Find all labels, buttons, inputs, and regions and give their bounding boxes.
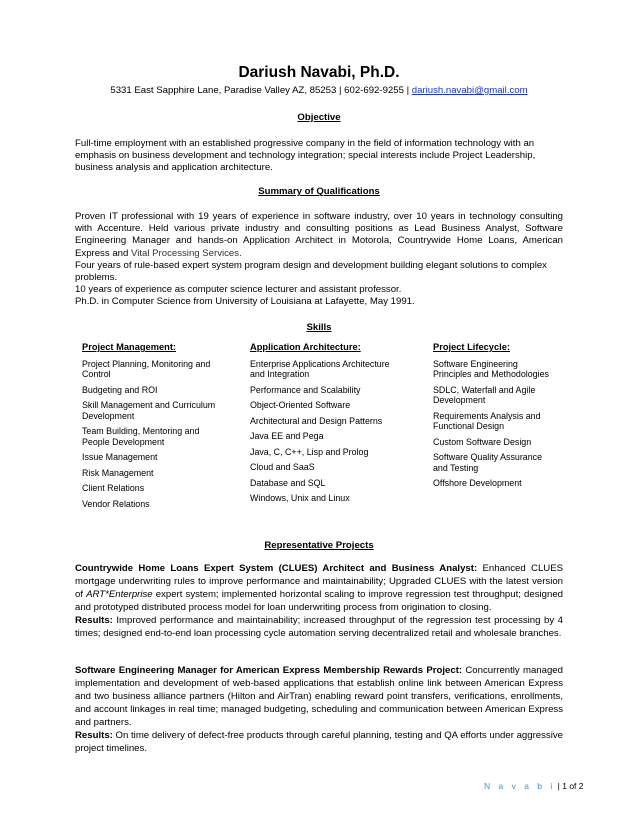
results-text: Improved performance and maintainability; increased throughput of the regression test processing by 4 times; designed end-to-end loan processing cycle automation serving decentralized retail and wholesale branches. [75, 615, 563, 639]
skill-item: Software Quality Assurance and Testing [433, 452, 543, 473]
summary-paragraph-1 [75, 211, 563, 260]
page-footer [484, 781, 584, 791]
skill-item: Skill Management and Curriculum Development [82, 400, 216, 421]
summary-paragraph-2: Four years of rule-based expert system program design and development building elegant solutions to complex problems. [75, 259, 547, 284]
skill-item: Performance and Scalability [250, 384, 361, 395]
skill-item: Requirements Analysis and Functional Design [433, 410, 541, 431]
summary-text [75, 211, 563, 309]
project-amex-results [75, 729, 563, 755]
summary-p1-main: Proven IT professional with 19 years of experience in software industry, over 10 years in technology consulting with Accenture. Held various private industry and consulting positions as Lead Business Analyst, Software Engineering Manager and hands-on Application Architect in Motorola, Countrywide Home Loans, American Express and [75, 211, 563, 259]
results-text: On time delivery of defect-free products through careful planning, testing and QA efforts under aggressive project timelines. [75, 730, 563, 754]
skill-item: Risk Management [82, 467, 154, 478]
project-countrywide-description [75, 562, 563, 614]
footer-separator: | [555, 781, 563, 791]
email-link[interactable]: dariush.navabi@gmail.com [411, 85, 528, 96]
skill-item: Client Relations [82, 483, 145, 493]
project-countrywide-results [75, 614, 563, 640]
skill-item: Object-Oriented Software [250, 400, 351, 410]
skills-column-application-architecture [250, 342, 390, 509]
skill-item: Windows, Unix and Linux [250, 493, 350, 503]
results-label: Results: [75, 615, 113, 626]
footer-page-number: 1 [562, 781, 567, 791]
summary-p1-tail: Vital Processing Services. [131, 247, 242, 259]
skill-item: Java EE and Pega [250, 431, 324, 441]
project-amex-text: Concurrently managed implementation and development of web-based applications that establish online link between American Express and two business alliance partners (Hilton and AirTran) enabling reward point transfers, verifications, enrollments, and account linkages in real time; managed budgeting, scheduling and communication between American Express and partners. [75, 665, 563, 728]
skills-column-heading: Project Lifecycle: [433, 342, 510, 352]
skills-title: Skills [306, 322, 332, 333]
skill-item: Enterprise Applications Architecture and Integration [250, 358, 390, 379]
skill-item: Team Building, Mentoring and People Development [82, 426, 200, 447]
resume-name: Dariush Navabi, Ph.D. [238, 64, 400, 81]
skills-column-project-management [82, 342, 217, 514]
project-countrywide [75, 562, 563, 640]
objective-title: Objective [297, 112, 341, 123]
objective-text [75, 138, 563, 175]
skill-item: Budgeting and ROI [82, 384, 158, 395]
skills-column-heading: Project Management: [82, 342, 177, 352]
skill-item: Vendor Relations [82, 498, 150, 509]
summary-paragraph-3: 10 years of experience as computer science lecturer and assistant professor. [75, 284, 402, 296]
footer-page-total: of 2 [566, 781, 584, 791]
project-amex-title: Software Engineering Manager for American Express Membership Rewards Project: [75, 665, 463, 676]
skill-item: Cloud and SaaS [250, 462, 315, 472]
skill-item: SDLC, Waterfall and Agile Development [433, 384, 536, 405]
skill-item: Project Planning, Monitoring and Control [82, 358, 211, 379]
summary-paragraph-4: Ph.D. in Computer Science from University of Louisiana at Lafayette, May 1991. [75, 296, 415, 308]
skill-item: Java, C, C++, Lisp and Prolog [250, 446, 369, 457]
skill-item: Custom Software Design [433, 436, 532, 447]
skill-item: Database and SQL [250, 477, 326, 488]
skill-item: Offshore Development [433, 478, 522, 488]
project-countrywide-italic: ART*Enterprise [86, 589, 153, 600]
project-amex-description [75, 664, 563, 729]
summary-title: Summary of Qualifications [258, 186, 380, 197]
address-phone: 5331 East Sapphire Lane, Paradise Valley AZ, 85253 | 602-692-9255 | [110, 85, 412, 96]
skills-column-heading: Application Architecture: [250, 342, 361, 352]
objective-paragraph: Full-time employment with an established progressive company in the field of information technology with an emphasis on business development and technology integration; special interests include Project Leadership, business analysis and application architecture. [75, 138, 536, 174]
contact-line [0, 85, 638, 96]
results-label: Results: [75, 730, 113, 741]
footer-surname: N a v a b i [484, 781, 556, 791]
projects-title: Representative Projects [264, 540, 374, 551]
project-countrywide-text-b: expert system; implemented horizontal scaling to improve regression test throughput; designed and prototyped distributed process model for loan underwriting process from origination to closing. [75, 589, 564, 613]
skill-item: Architectural and Design Patterns [250, 415, 383, 426]
project-countrywide-text-a: Enhanced CLUES mortgage underwriting rules to improve performance and maintainability; Upgraded CLUES with the latest version of [75, 563, 564, 600]
project-amex [75, 664, 563, 755]
skill-item: Issue Management [82, 452, 158, 462]
skills-column-project-lifecycle [433, 342, 558, 494]
project-countrywide-title: Countrywide Home Loans Expert System (CLUES) Architect and Business Analyst: [75, 563, 478, 574]
skill-item: Software Engineering Principles and Methodologies [433, 358, 549, 379]
